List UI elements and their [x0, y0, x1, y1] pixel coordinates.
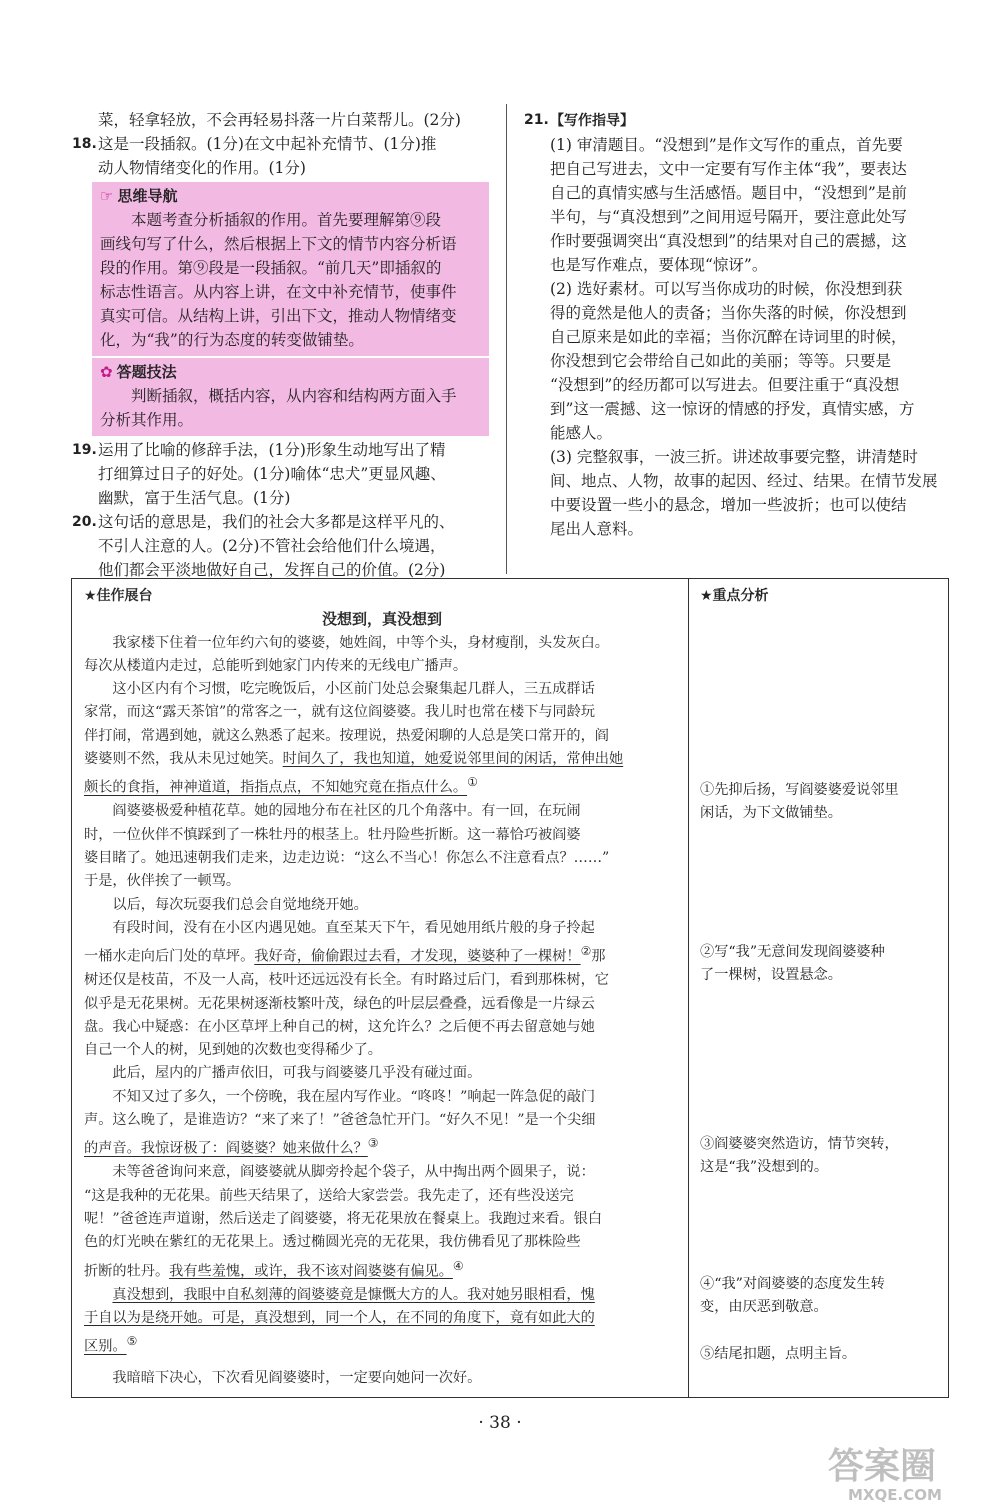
essay-line: 阎婆婆极爱种植花草。她的园地分布在社区的几个角落中。有一回，在玩闹	[112, 803, 581, 820]
guide-line: (3) 完整叙事，一波三折。讲述故事要完整，讲清楚时	[550, 448, 918, 466]
answer-20	[72, 510, 497, 582]
essay-line	[84, 1132, 680, 1161]
essay-line	[84, 1307, 680, 1330]
essay-line: 有段时间，没有在小区内遇见她。直至某天下午，看见她用纸片般的身子拎起	[112, 919, 595, 936]
underlined-sentence: 颇长的食指，神神道道，指指点点，不知她究竟在指点什么。	[84, 780, 468, 797]
answer-line: 不引人注意的人。(2分)不管社会给他们什么境遇，	[98, 537, 446, 555]
note-line: 了一棵树，设置悬念。	[700, 967, 842, 983]
note-line: ⑤结尾扣题，点明主旨。	[700, 1346, 857, 1362]
essay-line: 于是，伙伴挨了一顿骂。	[84, 873, 241, 890]
essay-line: 未等爸爸询问来意，阎婆婆就从脚旁拎起个袋子，从中掏出两个圆果子，说：	[112, 1164, 595, 1181]
note-marker: ①	[467, 775, 478, 790]
essay-text: 折断的牡丹。	[84, 1263, 170, 1280]
guide-line: 到”这一震撼、这一惊讶的情感的抒发，真情实感，方	[550, 400, 915, 418]
note-line: ③阎婆婆突然造访，情节突转，	[700, 1136, 899, 1152]
box-title	[100, 184, 481, 208]
box-line: 判断插叙，概括内容，从内容和结构两方面入手	[131, 387, 457, 405]
analysis-note-5	[700, 1343, 940, 1366]
underlined-sentence: 区别。	[84, 1338, 127, 1355]
box-line: 标志性语言。从内容上讲，在文中补充情节，使事件	[100, 283, 457, 301]
answer-21	[524, 108, 952, 133]
essay-line: 这小区内有个习惯，吃完晚饭后，小区前门处总会聚集起几群人，三五成群话	[112, 681, 595, 698]
left-column	[72, 108, 497, 582]
guide-line: 也是写作难点，要体现“惊讶”。	[550, 256, 768, 274]
answer-line: 他们都会平淡地做好自己，发挥自己的价值。(2分)	[98, 561, 446, 579]
guide-line: 能感人。	[550, 424, 613, 442]
essay-frame	[71, 578, 949, 1398]
essay-line: 以后，每次玩耍我们总会自觉地绕开她。	[112, 896, 368, 913]
writing-guide-heading: 【写作指导】	[550, 113, 634, 129]
underlined-sentence: 的声音。我惊讶极了：阎婆婆？她来做什么？	[84, 1141, 368, 1158]
essay-line: 呢！”爸爸连声道谢，然后送走了阎婆婆，将无花果放在餐桌上。我跑过来看。银白	[84, 1210, 603, 1227]
essay-line: 婆目睹了。她迅速朝我们走来，边走边说：“这么不当心！你怎么不注意看点？……”	[84, 850, 610, 866]
answer-line: 运用了比喻的修辞手法，(1分)形象生动地写出了精	[98, 441, 446, 459]
essay-line: “这是我种的无花果。前些天结果了，送给大家尝尝。我先走了，还有些没送完	[84, 1187, 574, 1204]
guide-line: 作时要强调突出“真没想到”的结果对自己的震撼，这	[550, 232, 907, 250]
essay-line	[84, 940, 680, 969]
key-analysis	[700, 585, 940, 1362]
essay-line: 盘。我心中疑惑：在小区草坪上种自己的树，这允许么？之后便不再去留意她与她	[84, 1018, 595, 1035]
analysis-note-4	[700, 1273, 940, 1319]
right-column	[524, 108, 952, 541]
guide-line: 中要设置一些小的悬念，增加一些波折；也可以使结	[550, 496, 907, 514]
essay-line: 色的灯光映在紫红的无花果上。透过椭圆光亮的无花果，我仿佛看见了那株险些	[84, 1234, 581, 1251]
answer-number: 18.	[72, 136, 97, 152]
essay-line	[84, 1255, 680, 1284]
note-line: ①先抑后扬，写阎婆婆爱说邻里	[700, 782, 899, 798]
essay-line	[84, 1284, 680, 1307]
answer-number: 19.	[72, 442, 97, 458]
analysis-note-3	[700, 1133, 940, 1179]
pointing-hand-icon: ☞	[100, 187, 114, 205]
guide-line: 半句，与“真没想到”之间用逗号隔开，要注意此处写	[550, 208, 907, 226]
essay-line: 似乎是无花果树。无花果树逐渐枝繁叶茂，绿色的叶层层叠叠，远看像是一片绿云	[84, 995, 595, 1012]
box-title-text: 答题技法	[116, 363, 177, 381]
essay-line: 伴打闹，常遇到她，就这么熟悉了起来。按理说，热爱闲聊的人总是笑口常开的，阎	[84, 727, 609, 744]
underlined-sentence: 真没想到，我眼中自私刻薄的阎婆婆竟是慷慨大方的人。我对她另眼相看，愧	[112, 1286, 595, 1303]
underlined-sentence: 我好奇，偷偷跟过去看，才发现，婆婆种了一棵树！	[254, 948, 581, 965]
note-line: 这是“我”没想到的。	[700, 1159, 829, 1175]
essay-line: 声。这么晚了，是谁造访？“来了来了！”爸爸急忙开门。“好久不见！”是一个尖细	[84, 1112, 596, 1128]
note-line: 闲话，为下文做铺垫。	[700, 805, 842, 821]
essay-line: 我家楼下住着一位年约六旬的婆婆，她姓阎，中等个头，身材瘦削，头发灰白。	[112, 634, 609, 651]
guide-line: 你没想到它会带给自己如此的美丽；等等。只要是	[550, 352, 892, 370]
note-line: ②写“我”无意间发现阎婆婆种	[700, 944, 885, 960]
answer-number: 21.	[524, 112, 549, 128]
guide-line: 得的竟然是他人的责备；当你失落的时候，你没想到	[550, 304, 907, 322]
model-essay	[84, 585, 680, 1390]
essay-section-heading: ★佳作展台	[84, 588, 153, 604]
guide-line: 把自己写进去，文中一定要有写作主体“我”，要表达	[550, 160, 907, 178]
essay-line: 树还仅是枝苗，不及一人高，枝叶还远远没有长全。有时路过后门，看到那株树，它	[84, 972, 609, 989]
note-marker: ③	[367, 1136, 379, 1151]
guide-line: 自己原来是如此的幸福；当你沉醉在诗词里的时候，	[550, 328, 907, 346]
answer-line: 这是一段插叙。(1分)在文中起补充情节、(1分)推	[98, 135, 437, 153]
essay-line	[84, 748, 680, 771]
essay-title: 没想到，真没想到	[321, 610, 442, 629]
watermark-main-text: 答案圈	[828, 1446, 937, 1487]
watermark-logo	[822, 1440, 992, 1504]
analysis-note-2	[700, 941, 940, 987]
guide-line: (1) 审清题目。“没想到”是作文写作的重点，首先要	[550, 136, 903, 154]
note-line: 变，由厌恶到敬意。	[700, 1299, 828, 1315]
guide-line: “没想到”的经历都可以写进去。但要注重于“真没想	[550, 376, 900, 394]
box-line: 本题考查分析插叙的作用。首先要理解第⑨段	[131, 211, 442, 229]
essay-text: 一桶水走向后门处的草坪。	[84, 948, 255, 965]
box-title	[100, 360, 481, 384]
note-line: ④“我”对阎婆婆的态度发生转	[700, 1276, 885, 1292]
note-marker: ④	[452, 1258, 464, 1273]
box-line: 画线句写了什么，然后根据上下文的情节内容分析语	[100, 235, 457, 253]
answer-method-box	[92, 358, 489, 436]
essay-line: 时，一位伙伴不慎踩到了一株牡丹的根茎上。牡丹险些折断。这一幕恰巧被阎婆	[84, 826, 581, 843]
essay-line: 此后，屋内的广播声依旧，可我与阎婆婆几乎没有碰过面。	[112, 1065, 482, 1082]
note-marker: ⑤	[126, 1334, 138, 1349]
guide-line: 自己的真情实感与生活感悟。题目中，“没想到”是前	[550, 184, 907, 202]
analysis-heading: ★重点分析	[700, 588, 769, 604]
answer-number: 20.	[72, 514, 97, 530]
q17-continuation: 菜，轻拿轻放，不会再轻易抖落一片白菜帮儿。(2分)	[98, 111, 461, 129]
answer-19	[72, 438, 497, 510]
underlined-sentence: 于自以为是绕开她。可是，真没想到，同一个人，在不同的角度下，竟有如此大的	[84, 1309, 595, 1326]
essay-line: 家常，而这“露天茶馆”的常客之一，就有这位阎婆婆。我儿时也常在楼下与同龄玩	[84, 704, 596, 721]
essay-text: 婆婆则不然，我从未见过她笑。	[84, 751, 283, 768]
watermark-sub-text: MXQE.COM	[848, 1486, 942, 1504]
guide-line: (2) 选好素材。可以写当你成功的时候，你没想到获	[550, 280, 903, 298]
guide-line: 间、地点、人物，故事的起因、经过、结果。在情节发展	[550, 472, 938, 490]
column-divider	[506, 104, 507, 574]
underlined-sentence: 时间久了，我也知道，她爱说邻里间的闲话，常伸出她	[282, 751, 624, 768]
essay-line: 不知又过了多久，一个傍晚，我在屋内写作业。“咚咚！”响起一阵急促的敲门	[112, 1088, 596, 1105]
answer-line: 打细算过日子的好处。(1分)喻体“忠犬”更显风趣、	[98, 465, 446, 483]
answer-line: 这句话的意思是，我们的社会大多都是这样平凡的、	[98, 513, 455, 531]
note-marker: ②	[580, 944, 592, 959]
page-number: · 38 ·	[478, 1413, 522, 1433]
answer-line: 幽默，富于生活气息。(1分)	[98, 489, 291, 507]
box-title-text: 思维导航	[117, 187, 178, 205]
box-line: 分析其作用。	[100, 411, 194, 429]
essay-line: 我暗暗下决心，下次看见阎婆婆时，一定要向她问一次好。	[112, 1370, 482, 1387]
underlined-sentence: 我有些羞愧，或许，我不该对阎婆婆有偏见。	[169, 1263, 453, 1280]
frame-divider	[688, 579, 689, 1397]
box-line: 段的作用。第⑨段是一段插叙。“前几天”即插叙的	[100, 259, 442, 277]
essay-line	[84, 1330, 680, 1359]
flower-icon: ✿	[100, 363, 113, 381]
guide-line: 尾出人意料。	[550, 520, 644, 538]
essay-line: 每次从楼道内走过，总能听到她家门内传来的无线电广播声。	[84, 657, 468, 674]
essay-line	[84, 771, 680, 800]
analysis-note-1	[700, 779, 940, 825]
essay-line: 自己一个人的树，见到她的次数也变得稀少了。	[84, 1042, 382, 1059]
thinking-guide-box	[92, 182, 489, 356]
answer-line: 动人物情绪变化的作用。(1分)	[98, 159, 306, 177]
answer-18	[72, 132, 497, 180]
essay-text: 那	[591, 948, 606, 965]
box-line: 真实可信。从结构上讲，引出下文，推动人物情绪变	[100, 307, 457, 325]
box-line: 化，为“我”的行为态度的转变做铺垫。	[100, 331, 364, 349]
